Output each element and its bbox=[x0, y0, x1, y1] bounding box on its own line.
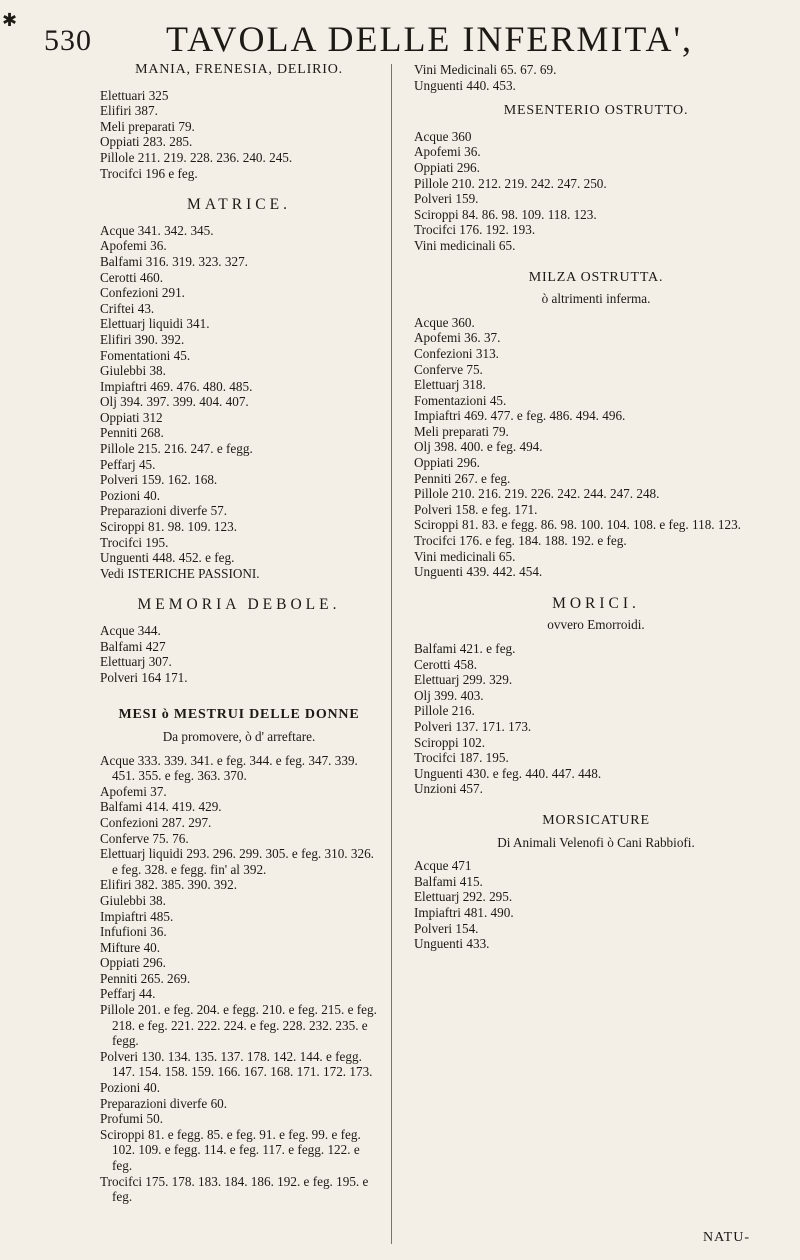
index-entry: Meli preparati 79. bbox=[414, 423, 509, 439]
index-entry: Elettuari 325 bbox=[100, 87, 169, 103]
index-entry: Sciroppi 102. bbox=[414, 734, 486, 750]
index-entry: Pillole 215. 216. 247. e fegg. bbox=[100, 441, 253, 457]
index-entry: Acque 341. 342. 345. bbox=[100, 222, 214, 238]
index-entry: Confezioni 313. bbox=[414, 345, 499, 361]
index-entry: Elettuarj liquidi 341. bbox=[100, 316, 210, 332]
index-entry: Acque 360. bbox=[414, 314, 475, 330]
index-entry: Oppiati 312 bbox=[100, 409, 163, 425]
index-entry: Mifture 40. bbox=[100, 939, 161, 955]
index-entry: Balfami 427 bbox=[100, 638, 166, 654]
index-entry: Elettuarj 299. 329. bbox=[414, 672, 513, 688]
index-entry: Meli preparati 79. bbox=[100, 118, 195, 134]
index-entry: Confezioni 287. 297. bbox=[100, 814, 212, 830]
index-entry: Trocifci 175. 178. 183. 184. 186. 192. e feg. 195. e feg. bbox=[100, 1173, 369, 1205]
index-entry: Polveri 154. bbox=[414, 920, 479, 936]
index-entry: Peffarj 44. bbox=[100, 986, 156, 1002]
index-entry: Balfami 414. 419. 429. bbox=[100, 799, 222, 815]
index-entry: Penniti 265. 269. bbox=[100, 970, 191, 986]
section-spacer bbox=[100, 181, 378, 197]
index-entry: Oppiati 296. bbox=[100, 955, 166, 971]
section-subheading: Di Animali Velenofi ò Cani Rabbiofi. bbox=[497, 834, 695, 850]
index-entry: Pozioni 40. bbox=[100, 1080, 161, 1096]
section-heading: MANIA, FRENESIA, DELIRIO. bbox=[135, 62, 343, 77]
index-entry: Vini medicinali 65. bbox=[414, 548, 516, 564]
index-section-mesi-mestrui-delle-donne bbox=[100, 707, 378, 1204]
index-entry: Unguenti 440. 453. bbox=[414, 77, 516, 93]
index-entry: Preparazioni diverfe 60. bbox=[100, 1095, 228, 1111]
index-entry: Unguenti 448. 452. e feg. bbox=[100, 550, 235, 566]
index-entry: Conferve 75. bbox=[414, 361, 483, 377]
index-entry: Impiaftri 485. bbox=[100, 908, 174, 924]
section-heading: MILZA OSTRUTTA. bbox=[528, 269, 664, 285]
index-entry: Sciroppi 81. 98. 109. 123. bbox=[100, 519, 238, 535]
index-entry: Olj 394. 397. 399. 404. 407. bbox=[100, 394, 249, 410]
index-entry: Peffarj 45. bbox=[100, 456, 156, 472]
index-entry: Trocifci 195. bbox=[100, 534, 169, 550]
index-entry: Unguenti 430. e feg. 440. 447. 448. bbox=[414, 765, 602, 781]
index-entry: Acque 360 bbox=[414, 128, 472, 144]
index-entry: Trocifci 187. 195. bbox=[414, 750, 509, 766]
index-entry: Impiaftri 481. 490. bbox=[414, 904, 514, 920]
index-section-mania-frenesia-delirio bbox=[100, 62, 378, 181]
section-subheading: Da promovere, ò d' arreftare. bbox=[162, 728, 316, 744]
index-entry: Unguenti 433. bbox=[414, 936, 490, 952]
index-entry: Pillole 216. bbox=[414, 703, 475, 719]
index-entry: Polveri 164 171. bbox=[100, 669, 188, 685]
index-section-memoria-debole bbox=[100, 597, 378, 685]
index-entry: Pozioni 40. bbox=[100, 487, 161, 503]
section-heading: MORSICATURE bbox=[542, 812, 650, 828]
index-entry: Pillole 210. 216. 219. 226. 242. 244. 247. 248. bbox=[414, 486, 660, 502]
index-entry: Vini medicinali 65. bbox=[414, 237, 516, 253]
section-spacer bbox=[414, 93, 778, 103]
index-entry: Acque 344. bbox=[100, 623, 161, 638]
index-entry: Apofemi 36. bbox=[100, 238, 167, 254]
index-entry: Conferve 75. 76. bbox=[100, 830, 189, 846]
section-spacer bbox=[414, 797, 778, 813]
section-heading: MATRICE. bbox=[187, 196, 291, 214]
section-spacer bbox=[414, 580, 778, 596]
section-spacer bbox=[100, 685, 378, 707]
index-entry: Preparazioni diverfe 57. bbox=[100, 503, 228, 519]
index-entry: Impiaftri 469. 476. 480. 485. bbox=[100, 378, 253, 394]
index-entry: Sciroppi 81. e fegg. 85. e feg. 91. e feg. 99. e feg. 102. 109. e fegg. 114. e feg. 117. e fegg. 122. e feg. bbox=[100, 1126, 361, 1173]
index-entry: Pillole 201. e feg. 204. e fegg. 210. e feg. 215. e feg. 218. e feg. 221. 222. 224. e feg. 228. 232. 235. e fegg. bbox=[100, 1002, 377, 1049]
column-divider bbox=[391, 64, 392, 1244]
page-number: 530 bbox=[44, 24, 92, 57]
index-entry: Elifiri 390. 392. bbox=[100, 331, 185, 347]
index-entry: Oppiati 296. bbox=[414, 455, 480, 471]
index-entry: Polveri 137. 171. 173. bbox=[414, 718, 532, 734]
index-entry: Balfami 415. bbox=[414, 873, 483, 889]
index-entry: Elettuarj 292. 295. bbox=[414, 889, 513, 905]
section-heading: MESI ò MESTRUI DELLE DONNE bbox=[118, 707, 360, 723]
index-entry: Apofemi 37. bbox=[100, 783, 167, 799]
index-entry: Penniti 267. e feg. bbox=[414, 470, 511, 486]
left-column bbox=[100, 62, 378, 1205]
index-entry: Olj 399. 403. bbox=[414, 687, 484, 703]
index-entry: Infufioni 36. bbox=[100, 924, 167, 940]
index-section-milza-ostrutta bbox=[414, 270, 778, 580]
index-entry: Trocifci 196 e feg. bbox=[100, 165, 198, 181]
index-entry: Apofemi 36. bbox=[414, 144, 481, 160]
index-entry: Impiaftri 469. 477. e feg. 486. 494. 496. bbox=[414, 408, 626, 424]
index-entry: Balfami 421. e feg. bbox=[414, 641, 516, 656]
index-entry: Sciroppi 81. 83. e fegg. 86. 98. 100. 104. 108. e feg. 118. 123. bbox=[414, 517, 741, 533]
index-entry: Vedi ISTERICHE PASSIONI. bbox=[100, 565, 260, 581]
index-section-morici bbox=[414, 596, 778, 797]
index-entry: Polveri 130. 134. 135. 137. 178. 142. 144. e fegg. 147. 154. 158. 159. 166. 167. 168. 171. 172. 173. bbox=[100, 1048, 373, 1080]
index-section-mesenterio-ostrutto bbox=[414, 103, 778, 253]
running-title: TAVOLA DELLE INFERMITA', bbox=[166, 19, 694, 59]
section-subheading: ovvero Emorroidi. bbox=[547, 617, 645, 633]
index-entry: Giulebbi 38. bbox=[100, 892, 166, 908]
index-entry: Pillole 210. 212. 219. 242. 247. 250. bbox=[414, 175, 607, 191]
index-entry: Polveri 159. bbox=[414, 191, 479, 207]
section-heading: MEMORIA DEBOLE. bbox=[137, 596, 341, 614]
index-entry: Vini Medicinali 65. 67. 69. bbox=[414, 62, 557, 77]
section-spacer bbox=[100, 581, 378, 597]
margin-mark: ✱ bbox=[2, 10, 18, 30]
index-entry: Unguenti 439. 442. 454. bbox=[414, 564, 543, 580]
index-entry: Fomentazioni 45. bbox=[414, 392, 507, 408]
index-entry: Elifiri 382. 385. 390. 392. bbox=[100, 877, 237, 893]
index-entry: Pillole 211. 219. 228. 236. 240. 245. bbox=[100, 149, 293, 165]
index-entry: Elifiri 387. bbox=[100, 103, 158, 119]
index-entry: Giulebbi 38. bbox=[100, 363, 166, 379]
index-entry: Acque 333. 339. 341. e feg. 344. e feg. 347. 339. 451. 355. e feg. 363. 370. bbox=[100, 752, 358, 784]
index-entry: Fomentationi 45. bbox=[100, 347, 191, 363]
index-entry: Olj 398. 400. e feg. 494. bbox=[414, 439, 543, 455]
section-heading: MORICI. bbox=[552, 594, 640, 612]
index-entry: Polveri 159. 162. 168. bbox=[100, 472, 218, 488]
index-entry: Polveri 158. e feg. 171. bbox=[414, 501, 538, 517]
section-heading: MESENTERIO OSTRUTTO. bbox=[503, 103, 689, 119]
right-column bbox=[414, 62, 778, 952]
index-entry: Penniti 268. bbox=[100, 425, 164, 441]
index-entry: Elettuarj 318. bbox=[414, 377, 486, 393]
index-entry: Trocifci 176. 192. 193. bbox=[414, 222, 536, 238]
running-head bbox=[44, 18, 760, 64]
index-entry: Balfami 316. 319. 323. 327. bbox=[100, 253, 248, 269]
index-entry: Criftei 43. bbox=[100, 300, 155, 316]
index-section-morsicature bbox=[414, 813, 778, 952]
index-entry: Apofemi 36. 37. bbox=[414, 330, 501, 346]
section-subheading: ò altrimenti inferma. bbox=[541, 291, 651, 307]
index-entry: Oppiati 283. 285. bbox=[100, 134, 193, 150]
index-entry: Elettuarj 307. bbox=[100, 654, 172, 670]
index-entry: Cerotti 460. bbox=[100, 269, 164, 285]
section-spacer bbox=[414, 254, 778, 270]
index-entry: Trocifci 176. e feg. 184. 188. 192. e feg. bbox=[414, 533, 627, 549]
index-entry: Cerotti 458. bbox=[414, 656, 478, 672]
index-entry: Unzioni 457. bbox=[414, 781, 483, 797]
catchword: NATU- bbox=[703, 1230, 750, 1245]
index-entry: Oppiati 296. bbox=[414, 159, 480, 175]
index-entry: Profumi 50. bbox=[100, 1111, 164, 1127]
index-section-section bbox=[414, 62, 778, 93]
index-section-matrice bbox=[100, 197, 378, 581]
index-entry: Confezioni 291. bbox=[100, 285, 185, 301]
index-entry: Acque 471 bbox=[414, 858, 472, 874]
index-entry: Elettuarj liquidi 293. 296. 299. 305. e feg. 310. 326. e feg. 328. e fegg. fin' al 392. bbox=[100, 846, 374, 877]
index-entry: Sciroppi 84. 86. 98. 109. 118. 123. bbox=[414, 206, 597, 222]
